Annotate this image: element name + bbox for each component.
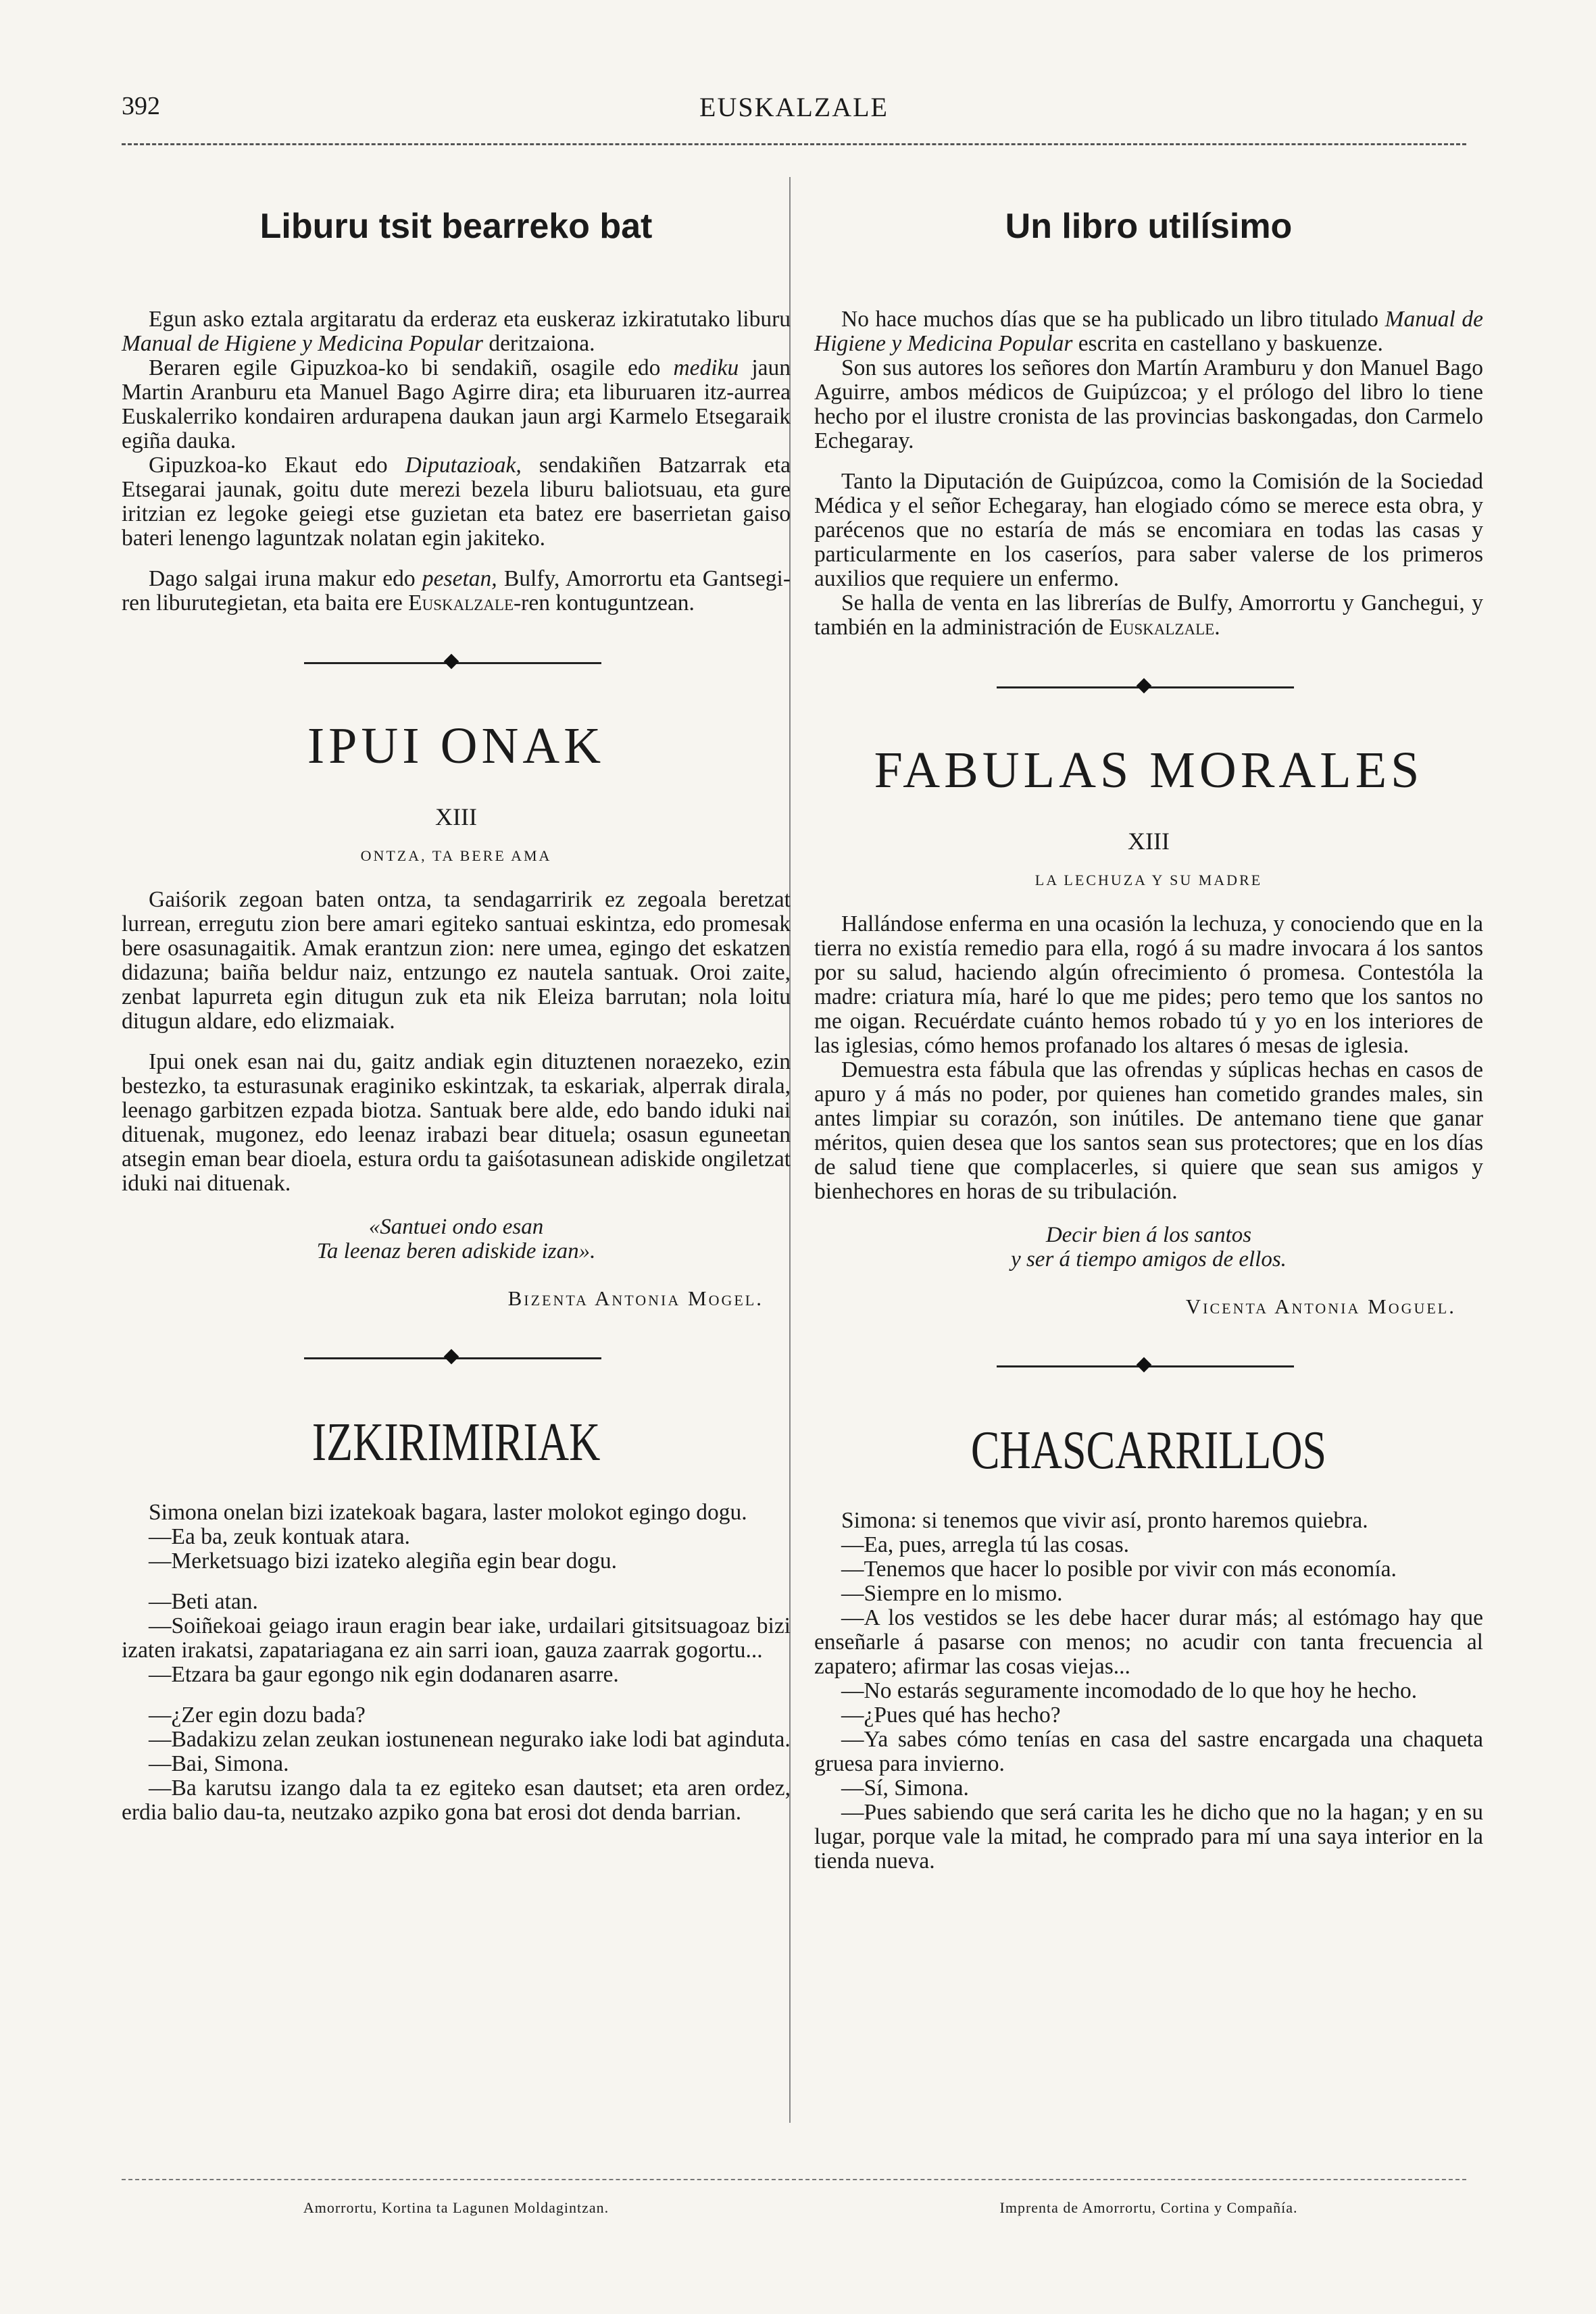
section-title-liburu: Liburu tsit bearreko bat — [259, 207, 653, 246]
section-title-ipui-onak: IPUI ONAK — [307, 718, 605, 774]
paragraph: Hallándose enferma en una ocasión la lechuza, y conociendo que en la tierra no existía remedio para ella, rogó á su madre invocara á los santos por su salud, haciendo algún ofrecimiento ó promesa. Contestóla la madre: criatura mía, haré lo que me pides; pero temo que los santos no me oigan. Recuérdate cuánto hemos robado tú y yo en los interiores de las iglesias, cómo hemos profanado los altares ó mesas de iglesia. — [814, 911, 1483, 1058]
section-title-un-libro: Un libro utilísimo — [1005, 207, 1293, 246]
dialog-line: —Pues sabiendo que será carita les he dicho que no la hagan; y en su lugar, porque vale la mitad, he comprado para mí una saya interior en la tienda nueva. — [814, 1800, 1483, 1873]
dialog-line: —Ya sabes cómo tenías en casa del sastre encargada una chaqueta gruesa para invierno. — [814, 1727, 1483, 1776]
ornament-divider — [122, 656, 791, 670]
fable-subtitle: LA LECHUZA Y SU MADRE — [1034, 872, 1263, 888]
left-column — [122, 193, 791, 1825]
fable-numeral: XIII — [1128, 828, 1170, 855]
paragraph: Beraren egile Gipuzkoa-ko bi sendakiñ, osagile edo mediku jaun Martin Aranburu eta Manuel Bago Agirre dira; eta liburuaren itz-aurrea Euskalerriko kondairen ardurapena daukan jaun argi Karmelo Etsegaraik egiña dauka. — [122, 355, 791, 453]
paragraph: Dago salgai iruna makur edo pesetan, Bulfy, Amorrortu eta Gantsegi-ren liburutegietan, eta baita ere Euskalzale-ren kontuguntzean. — [122, 566, 791, 615]
dialog-line: —Ba karutsu izango dala ta ez egiteko esan dautset; eta aren ordez, erdia balio dau-ta, neutzako azpiko gona bat erosi dot denda barrian. — [122, 1776, 791, 1825]
dialog-line: —Ea, pues, arregla tú las cosas. — [841, 1532, 1130, 1557]
dialog-line: —A los vestidos se les debe hacer durar más; al estómago hay que enseñarle á pasarse con menos; no acudir con tanta frecuencia al zapatero; afirmar las cosas viejas... — [814, 1605, 1483, 1679]
dialog-line: —Beti atan. — [149, 1589, 258, 1614]
paragraph: Egun asko eztala argitaratu da erderaz eta euskeraz izkiratutako liburu Manual de Higiene y Medicina Popular deritzaiona. — [122, 307, 791, 356]
dialog-line: —Badakizu zelan zeukan iostunenean negurako iake lodi bat aginduta. — [149, 1727, 791, 1752]
dialog-line: Simona onelan bizi izatekoak bagara, laster molokot egingo dogu. — [149, 1500, 747, 1525]
paragraph: Gipuzkoa-ko Ekaut edo Diputazioak, sendakiñen Batzarrak eta Etsegarai jaunak, goitu dute merezi bezela liburu baliotsuau, eta gure iritzian ez legoke geiegi etse guzietan eta batez ere baserrietan gaiso bateri lenengo laguntzak nolatan egin jakiteko. — [122, 453, 791, 551]
dialog-line: —Merketsuago bizi izateko alegiña egin bear dogu. — [149, 1549, 618, 1574]
dialog-line: —No estarás seguramente incomodado de lo que hoy he hecho. — [841, 1678, 1418, 1703]
ornament-divider — [122, 1351, 791, 1365]
footer-rule — [122, 2179, 1466, 2180]
paragraph: Ipui onek esan nai du, gaitz andiak egin dituztenen noraezeko, ezin bestezko, ta esturasunak eraginiko eskintzak, ta eskariak, alperrak dirala, leenago garbitzen ezpada biotza. Santuak bere alde, edo bando iduki nai dituenak, mugonez, edo leenaz irabazi bear dituela; osasun eguneetan atsegin eman bear dioela, estura ordu ta gaiśotasunean adiskide ongiletzat iduki nai dituenak. — [122, 1049, 791, 1196]
fable-numeral: XIII — [435, 803, 477, 830]
header-rule — [122, 143, 1466, 145]
page-header — [122, 91, 1466, 132]
imprint-basque: Amorrortu, Kortina ta Lagunen Moldagintzan. — [303, 2199, 609, 2216]
dialog-line: —Bai, Simona. — [149, 1751, 289, 1776]
author-signature: Bizenta Antonia Mogel. — [507, 1286, 764, 1310]
motto: «Santuei ondo esan Ta leenaz beren adiskide izan». — [316, 1215, 596, 1263]
fable-subtitle: ONTZA, TA BERE AMA — [360, 847, 552, 864]
dialog-line: —Etzara ba gaur egongo nik egin dodanaren asarre. — [149, 1662, 619, 1687]
paragraph: No hace muchos días que se ha publicado un libro titulado Manual de Higiene y Medicina Popular escrita en castellano y baskuenze. — [814, 307, 1483, 356]
section-title-chascarrillos: CHASCARRILLOS — [970, 1421, 1327, 1480]
paragraph: Demuestra esta fábula que las ofrendas y súplicas hechas en casos de apuro y á más no poder, por quienes han cometido grandes males, sin antes limpiar su corazón, son inútiles. De antemano tiene que ganar méritos, quien desea que los santos sean sus protectores; que en los días de salud tiene que complacerles, si quiere que sean sus amigos y bienhechores en horas de su tribulación. — [814, 1057, 1483, 1204]
ornament-divider — [814, 1359, 1483, 1373]
section-title-izkirimiriak: IZKIRIMIRIAK — [311, 1413, 601, 1472]
author-signature: Vicenta Antonia Moguel. — [1185, 1294, 1456, 1318]
dialog-line: —Ea ba, zeuk kontuak atara. — [149, 1524, 410, 1549]
dialog-line: —¿Pues qué has hecho? — [841, 1703, 1061, 1728]
imprint-spanish: Imprenta de Amorrortu, Cortina y Compañía. — [999, 2199, 1298, 2216]
paragraph: Tanto la Diputación de Guipúzcoa, como la Comisión de la Sociedad Médica y el señor Echegaray, han elogiado cómo se merece esta obra, y parécenos que no estaría de más se encomiara en todas las casas y particularmente en los caseríos, para saber valerse de los primeros auxilios que requiere un enfermo. — [814, 469, 1483, 591]
paragraph: Se halla de venta en las librerías de Bulfy, Amorrortu y Ganchegui, y también en la administración de Euskalzale. — [814, 590, 1483, 640]
section-title-fabulas-morales: FABULAS MORALES — [874, 742, 1424, 799]
dialog-line: —Soiñekoai geiago iraun eragin bear iake, urdailari gitsitsuagoaz bizi izaten irakatsi, zapatariagana ez ain sarri ioan, gauza zaarrak gogortu... — [122, 1613, 791, 1663]
motto: Decir bien á los santos y ser á tiempo amigos de ellos. — [1011, 1223, 1287, 1272]
dialog-line: —¿Zer egin dozu bada? — [149, 1703, 366, 1728]
ornament-divider — [814, 680, 1483, 694]
page-number: 392 — [122, 92, 160, 120]
paragraph: Son sus autores los señores don Martín Aramburu y don Manuel Bago Aguirre, ambos médicos de Guipúzcoa; y el prólogo del libro lo tiene hecho por el ilustre cronista de las provincias baskongadas, don Carmelo Echegaray. — [814, 355, 1483, 453]
dialog-line: Simona: si tenemos que vivir así, pronto haremos quiebra. — [841, 1508, 1368, 1533]
journal-name: EUSKALZALE — [699, 92, 889, 122]
dialog-line: —Siempre en lo mismo. — [841, 1581, 1063, 1606]
dialog-line: —Sí, Simona. — [841, 1776, 969, 1801]
paragraph: Gaiśorik zegoan baten ontza, ta sendagarririk ez zegoala beretzat lurrean, erregutu zion bere amari egiteko santuai eskintza, edo promesak bere osasunagaitik. Amak erantzun zion: nere umea, egingo det eskatzen didazuna; baiña beldur naiz, entzungo ez nautela santuak. Oroi zaite, zenbat lapurreta egin ditugun zuk eta nik Eleiza barrutan; nola loitu ditugun aldare, edo elizmaiak. — [122, 887, 791, 1034]
dialog-line: —Tenemos que hacer lo posible por vivir con más economía. — [841, 1557, 1397, 1582]
right-column — [814, 193, 1483, 1873]
